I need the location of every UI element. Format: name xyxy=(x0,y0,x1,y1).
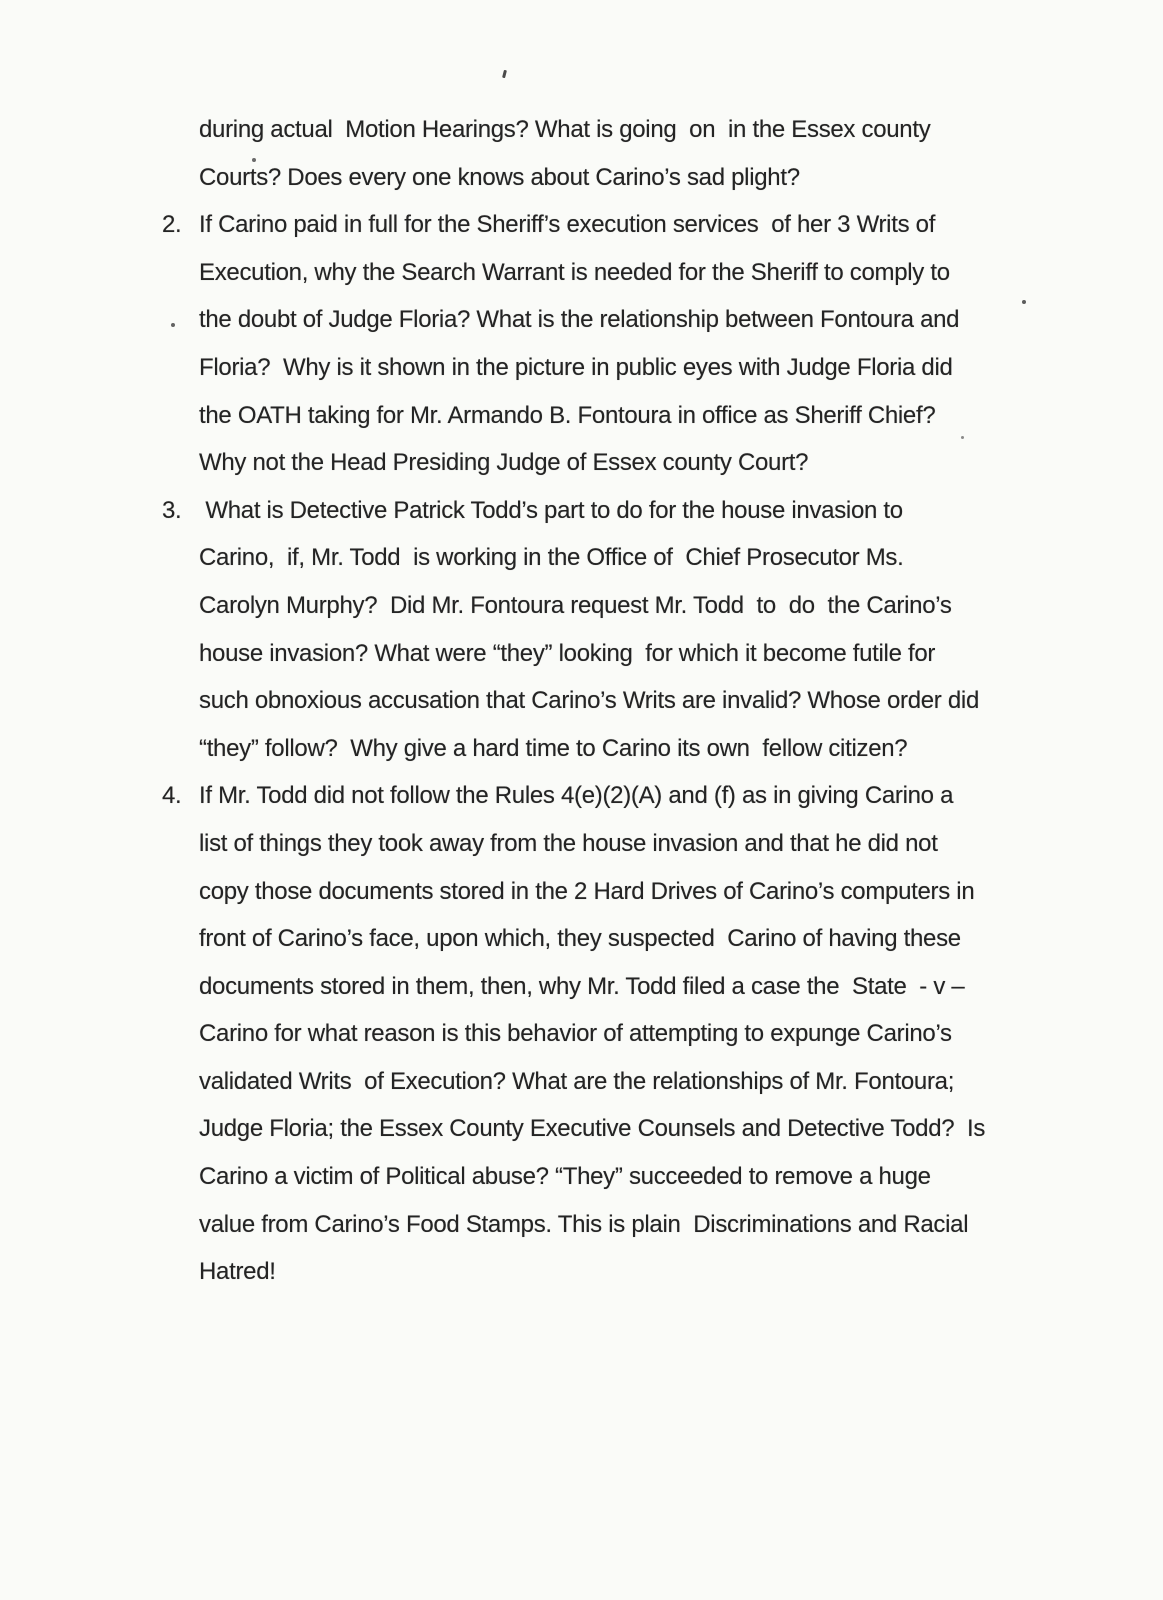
text-line: What is Detective Patrick Todd’s part to do for the house invasion to xyxy=(199,496,903,524)
text-line: during actual Motion Hearings? What is going on in the Essex county xyxy=(199,116,931,143)
text-line: Hatred! xyxy=(199,1258,276,1286)
document-body xyxy=(162,106,986,1296)
text-line: such obnoxious accusation that Carino’s Writs are invalid? Whose order did xyxy=(199,687,979,715)
text-line: the OATH taking for Mr. Armando B. Fontoura in office as Sheriff Chief? xyxy=(199,401,936,429)
list-item-number: 2. xyxy=(162,211,182,239)
text-line: Courts? Does every one knows about Carino’s sad plight? xyxy=(199,163,800,191)
text-line: Carino, if, Mr. Todd is working in the Office of Chief Prosecutor Ms. xyxy=(199,544,904,572)
list-item-number: 3. xyxy=(162,496,182,524)
text-line: validated Writs of Execution? What are the relationships of Mr. Fontoura; xyxy=(199,1067,955,1095)
text-line: “they” follow? Why give a hard time to Carino its own fellow citizen? xyxy=(199,734,908,762)
text-line: If Carino paid in full for the Sheriff’s execution services of her 3 Writs of xyxy=(199,211,936,239)
text-line: Why not the Head Presiding Judge of Essex county Court? xyxy=(199,449,809,477)
list-item-number: 4. xyxy=(162,782,182,810)
text-line: front of Carino’s face, upon which, they suspected Carino of having these xyxy=(199,925,961,953)
scan-speck xyxy=(1022,300,1026,304)
text-line: the doubt of Judge Floria? What is the relationship between Fontoura and xyxy=(199,306,960,334)
list-item-4 xyxy=(162,772,986,1296)
list-item-continuation xyxy=(199,106,985,201)
text-line: house invasion? What were “they” looking for which it become futile for xyxy=(199,639,936,667)
scan-speck xyxy=(502,70,507,78)
text-line: Judge Floria; the Essex County Executive Counsels and Detective Todd? Is xyxy=(199,1115,986,1143)
text-line: Carino a victim of Political abuse? “They” succeeded to remove a huge xyxy=(199,1163,931,1191)
text-line: Floria? Why is it shown in the picture in public eyes with Judge Floria did xyxy=(199,353,953,381)
scan-speck xyxy=(171,323,175,327)
text-line: If Mr. Todd did not follow the Rules 4(e)(2)(A) and (f) as in giving Carino a xyxy=(199,782,954,810)
list-item-2 xyxy=(162,201,985,487)
text-line: Carino for what reason is this behavior of attempting to expunge Carino’s xyxy=(199,1020,952,1048)
text-line: Carolyn Murphy? Did Mr. Fontoura request Mr. Todd to do the Carino’s xyxy=(199,591,952,619)
text-line: Execution, why the Search Warrant is needed for the Sheriff to comply to xyxy=(199,258,950,286)
list-item-3 xyxy=(162,487,985,773)
text-line: documents stored in them, then, why Mr. Todd filed a case the State - v – xyxy=(199,972,965,1000)
text-line: list of things they took away from the house invasion and that he did not xyxy=(199,829,938,857)
text-line: copy those documents stored in the 2 Hard Drives of Carino’s computers in xyxy=(199,877,975,905)
text-line: value from Carino’s Food Stamps. This is plain Discriminations and Racial xyxy=(199,1210,969,1238)
